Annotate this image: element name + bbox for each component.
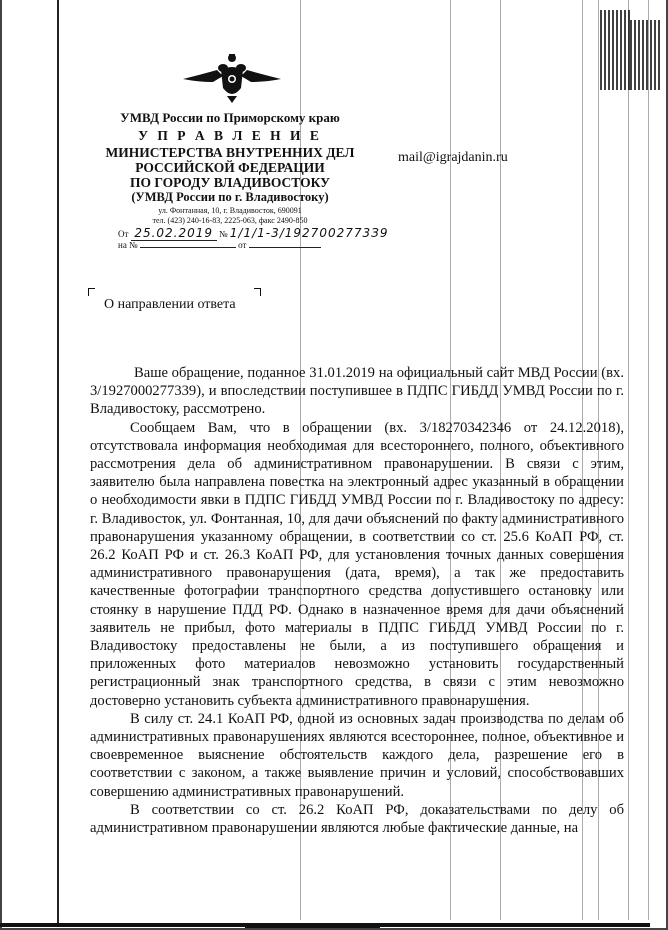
letterhead-address: ул. Фонтанная, 10, г. Владивосток, 690091 — [158, 206, 302, 215]
scan-bottom-bar — [245, 924, 380, 928]
body-paragraph: Сообщаем Вам, что в обращении (вх. 3/18270342346 от 24.12.2018), отсутствовала информация необходимая для всестороннего, полного, объективного рассмотрения дела об административном правонарушении. В связи с этим, заявителю была направлена повестка на электронный адрес указанный в обращении о необходимости явки в ПДПС ГИБДД УМВД России по г. Владивостоку по адресу: г. Владивосток, ул. Фонтанная, 10, для дачи объяснений по факту административного правонарушения указанному обращении, в соответствии со ст. 25.6 КоАП РФ, ст. 26.2 КоАП РФ и ст. 26.3 КоАП РФ, для установления точных данных совершения административного правонарушения (дата, время), а так же предоставить качественные фотографии транспортного средства допустившего остановку или стоянку в нарушение ПДД РФ. Однако в назначенное время для дачи объяснений заявитель не прибыл, фото материалы в ПДПС ГИБДД УМВД России по г. Владивостоку предоставлены не были, а из поступившего обращения и приложенных фото материалов невозможно установить государственный регистрационный знак транспортного средства, в связи с этим невозможно достоверно установить субъекта административного правонарушения. — [90, 419, 624, 709]
letter-date: 25.02.2019 — [131, 226, 217, 241]
letter-body — [90, 364, 624, 837]
mvd-eagle-emblem-icon — [183, 52, 281, 104]
subject-bracket-left — [88, 288, 95, 296]
recipient-email: mail@igrajdanin.ru — [398, 150, 508, 165]
letterhead-ministry-line2: РОССИЙСКОЙ ФЕДЕРАЦИИ — [135, 160, 325, 175]
regional-department-name: УМВД России по Приморскому краю — [120, 110, 340, 125]
from-label: От — [118, 229, 129, 239]
subject-bracket-right — [254, 288, 261, 296]
letterhead-phones: тел. (423) 240-16-83, 2225-063, факс 2490-850 — [152, 216, 308, 225]
reply-from-label: от — [238, 240, 247, 250]
scan-streak — [628, 0, 629, 920]
reply-number-blank — [140, 238, 236, 248]
reply-date-blank — [249, 238, 321, 248]
letter-subject: О направлении ответа — [104, 297, 236, 312]
scan-edge-line — [57, 0, 59, 925]
reply-reference-row — [118, 238, 321, 250]
body-paragraph: Ваше обращение, поданное 31.01.2019 на официальный сайт МВД России (вх. 3/1927000277339), и впоследствии поступившее в ПДПС ГИБДД УМВД России по г. Владивостоку, рассмотрено. — [90, 365, 624, 418]
scan-noise — [630, 20, 660, 90]
letterhead-ministry-line3: ПО ГОРОДУ ВЛАДИВОСТОКУ — [129, 175, 331, 190]
letter-number: 1/1/1-3/1927002773З9 — [229, 226, 389, 240]
body-paragraph: В силу ст. 24.1 КоАП РФ, одной из основных задач производства по делам об административных правонарушениях являются всестороннее, полное, объективное и своевременное выяснение обстоятельств каждого дела, разрешение его в соответствии с законом, а также выявление причин и условий, способствовавших совершению административных правонарушений. — [90, 710, 624, 800]
scan-streak — [648, 0, 649, 920]
letterhead-short-name: (УМВД России по г. Владивостоку) — [131, 190, 329, 204]
letterhead-upravlenie: У П Р А В Л Е Н И Е — [138, 128, 322, 143]
scan-noise — [600, 10, 630, 90]
reply-to-label: на № — [118, 240, 138, 250]
scan-border-left — [0, 0, 2, 930]
body-paragraph: В соответствии со ст. 26.2 КоАП РФ, доказательствами по делу об административном правонарушении являются любые фактические данные, на — [90, 801, 624, 837]
letterhead-ministry-line1: МИНИСТЕРСТВА ВНУТРЕННИХ ДЕЛ — [105, 145, 355, 160]
number-label: № — [218, 229, 228, 239]
